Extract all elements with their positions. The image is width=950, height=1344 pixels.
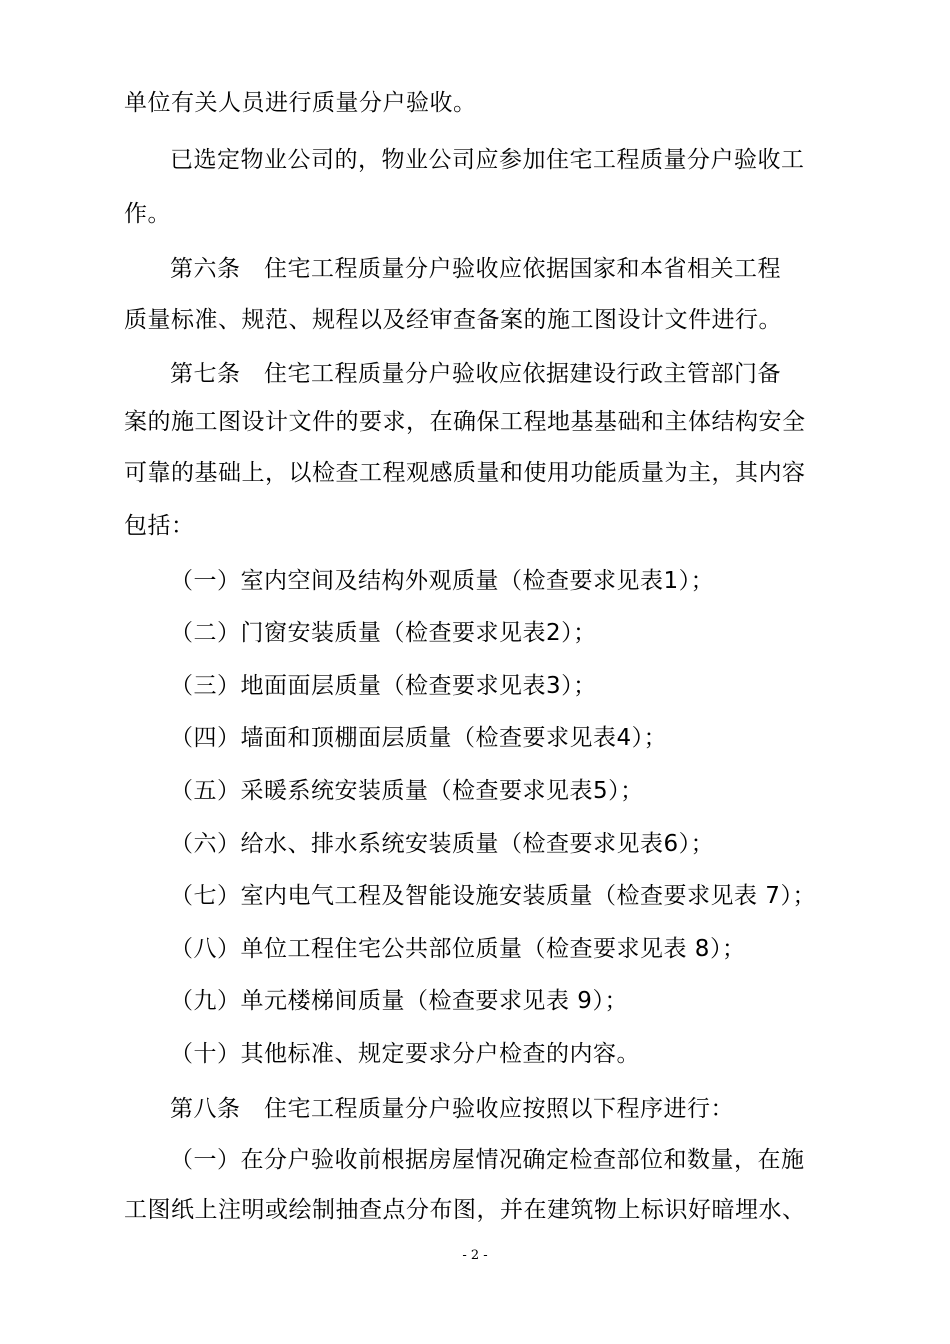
text-line: 作。 <box>124 201 171 227</box>
list-item: （一）在分户验收前根据房屋情况确定检查部位和数量，在施 <box>170 1147 805 1173</box>
page-number: - 2 - <box>462 1248 488 1263</box>
text-line: 已选定物业公司的，物业公司应参加住宅工程质量分户验收工 <box>170 147 805 173</box>
list-item: （八）单位工程住宅公共部位质量（检查要求见表 8）； <box>170 936 746 962</box>
article-7-line: 第七条 住宅工程质量分户验收应依据建设行政主管部门备 <box>170 361 781 387</box>
text-line: 可靠的基础上，以检查工程观感质量和使用功能质量为主，其内容 <box>124 460 806 486</box>
list-item: （十）其他标准、规定要求分户检查的内容。 <box>170 1041 640 1067</box>
list-item: （六）给水、排水系统安装质量（检查要求见表6）； <box>170 831 715 857</box>
text-line: 包括： <box>124 513 195 539</box>
list-item: （五）采暖系统安装质量（检查要求见表5）； <box>170 778 644 804</box>
article-8-line: 第八条 住宅工程质量分户验收应按照以下程序进行： <box>170 1096 734 1122</box>
list-item: （三）地面面层质量（检查要求见表3）； <box>170 673 597 699</box>
list-item: （七）室内电气工程及智能设施安装质量（检查要求见表 7）； <box>170 883 816 909</box>
text-line: 案的施工图设计文件的要求，在确保工程地基基础和主体结构安全 <box>124 409 806 435</box>
list-item: （四）墙面和顶棚面层质量（检查要求见表4）； <box>170 725 668 751</box>
list-item: （九）单元楼梯间质量（检查要求见表 9）； <box>170 988 628 1014</box>
text-line: 单位有关人员进行质量分户验收。 <box>124 90 477 116</box>
text-line: 质量标准、规范、规程以及经审查备案的施工图设计文件进行。 <box>124 307 782 333</box>
list-item: （二）门窗安装质量（检查要求见表2）； <box>170 620 597 646</box>
text-line: 工图纸上注明或绘制抽查点分布图，并在建筑物上标识好暗埋水、 <box>124 1197 806 1223</box>
article-6-line: 第六条 住宅工程质量分户验收应依据国家和本省相关工程 <box>170 256 781 282</box>
list-item: （一）室内空间及结构外观质量（检查要求见表1）； <box>170 568 715 594</box>
